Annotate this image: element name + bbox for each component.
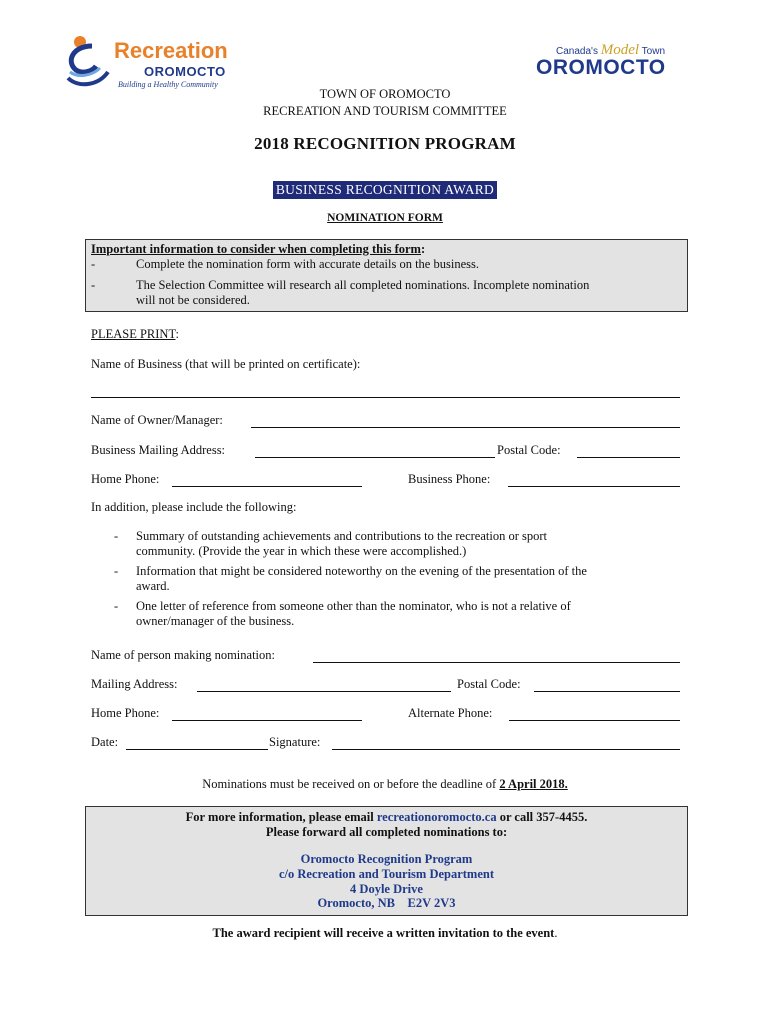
nomination-form-title: NOMINATION FORM	[327, 212, 443, 224]
include-item-3	[136, 599, 571, 629]
business-mailing-label: Business Mailing Address:	[91, 443, 226, 457]
info-item-2-cont: will not be considered.	[136, 293, 250, 307]
include-item-2-line2: award.	[136, 579, 170, 593]
include-bullet: -	[114, 564, 119, 578]
logo-town-text: Town	[641, 46, 666, 57]
contact-email-link[interactable]: recreationoromocto.ca	[376, 810, 497, 824]
alternate-phone-label: Alternate Phone:	[408, 706, 493, 720]
business-phone-field[interactable]	[508, 486, 680, 487]
info-item-2: The Selection Committee will research all completed nominations. Incomplete nomination	[136, 278, 590, 292]
nominator-mailing-label: Mailing Address:	[91, 677, 178, 691]
include-item-2	[136, 564, 587, 594]
nominator-postal-label: Postal Code:	[457, 677, 521, 691]
award-title: BUSINESS RECOGNITION AWARD	[273, 181, 497, 199]
include-item-3-line1: One letter of reference from someone other than the nominator, who is not a relative of	[136, 599, 571, 613]
home-phone-label: Home Phone:	[91, 472, 160, 486]
logo-model-text: Model	[600, 42, 640, 58]
include-item-1-line1: Summary of outstanding achievements and contributions to the recreation or sport	[136, 529, 548, 543]
business-name-label: Name of Business (that will be printed on certificate):	[91, 357, 361, 371]
header-town: TOWN OF OROMOCTO	[319, 87, 451, 101]
signature-label: Signature:	[269, 735, 321, 749]
include-item-3-line2: owner/manager of the business.	[136, 614, 295, 628]
include-label: In addition, please include the following:	[91, 500, 297, 514]
address-line-1: Oromocto Recognition Program	[300, 852, 473, 866]
footer-period: .	[554, 926, 558, 940]
footer-line	[0, 926, 770, 941]
deadline-line	[0, 777, 770, 792]
include-item-1	[136, 529, 547, 559]
nominator-home-phone-label: Home Phone:	[91, 706, 160, 720]
please-print-colon: :	[175, 327, 179, 341]
logo-oromocto-main: OROMOCTO	[536, 56, 666, 79]
info-heading: Important information to consider when completing this form	[91, 242, 421, 256]
home-phone-field[interactable]	[172, 486, 362, 487]
nominator-home-phone-field[interactable]	[172, 720, 362, 721]
address-line-3: 4 Doyle Drive	[350, 882, 423, 896]
date-label: Date:	[91, 735, 119, 749]
date-field[interactable]	[126, 749, 268, 750]
nominator-mailing-field[interactable]	[197, 691, 451, 692]
owner-label: Name of Owner/Manager:	[91, 413, 223, 427]
include-bullet: -	[114, 599, 119, 613]
nominator-postal-field[interactable]	[534, 691, 680, 692]
info-box	[85, 239, 688, 312]
info-heading-colon: :	[420, 242, 426, 256]
please-print-label: PLEASE PRINT	[91, 327, 176, 341]
program-title: 2018 RECOGNITION PROGRAM	[254, 134, 516, 153]
signature-field[interactable]	[332, 749, 680, 750]
info-bullet: -	[91, 278, 96, 292]
business-mailing-field[interactable]	[255, 457, 495, 458]
include-item-1-line2: community. (Provide the year in which these were accomplished.)	[136, 544, 467, 558]
logo-tagline: Building a Healthy Community	[118, 80, 218, 89]
nominator-label: Name of person making nomination:	[91, 648, 275, 662]
info-bullet: -	[91, 257, 96, 271]
recreation-swoosh-icon	[62, 32, 118, 92]
header-committee: RECREATION AND TOURISM COMMITTEE	[263, 104, 507, 118]
contact-suffix: or call 357-4455.	[496, 810, 588, 824]
alternate-phone-field[interactable]	[509, 720, 680, 721]
recreation-logo	[62, 32, 242, 92]
include-bullet: -	[114, 529, 119, 543]
contact-prefix: For more information, please email	[185, 810, 377, 824]
address-line-4: Oromocto, NB E2V 2V3	[317, 896, 456, 910]
include-item-2-line1: Information that might be considered noteworthy on the evening of the presentation of the	[136, 564, 587, 578]
contact-box	[85, 806, 688, 916]
business-phone-label: Business Phone:	[408, 472, 491, 486]
oromocto-town-logo	[536, 42, 706, 82]
deadline-date: 2 April 2018.	[499, 777, 568, 791]
postal-code-field[interactable]	[577, 457, 680, 458]
business-name-field[interactable]	[91, 397, 680, 398]
logo-canadas-text: Canada's	[556, 46, 598, 57]
logo-oromocto-text: OROMOCTO	[144, 64, 226, 79]
contact-forward-text: Please forward all completed nominations to:	[265, 825, 508, 839]
footer-text: The award recipient will receive a written invitation to the event	[212, 926, 555, 940]
deadline-text: Nominations must be received on or before the deadline of	[202, 777, 500, 791]
address-line-2: c/o Recreation and Tourism Department	[278, 867, 495, 881]
postal-code-label: Postal Code:	[497, 443, 561, 457]
nominator-field[interactable]	[313, 662, 680, 663]
info-item-1: Complete the nomination form with accurate details on the business.	[136, 257, 479, 271]
owner-field[interactable]	[251, 427, 680, 428]
logo-recreation-text: Recreation	[114, 38, 228, 63]
